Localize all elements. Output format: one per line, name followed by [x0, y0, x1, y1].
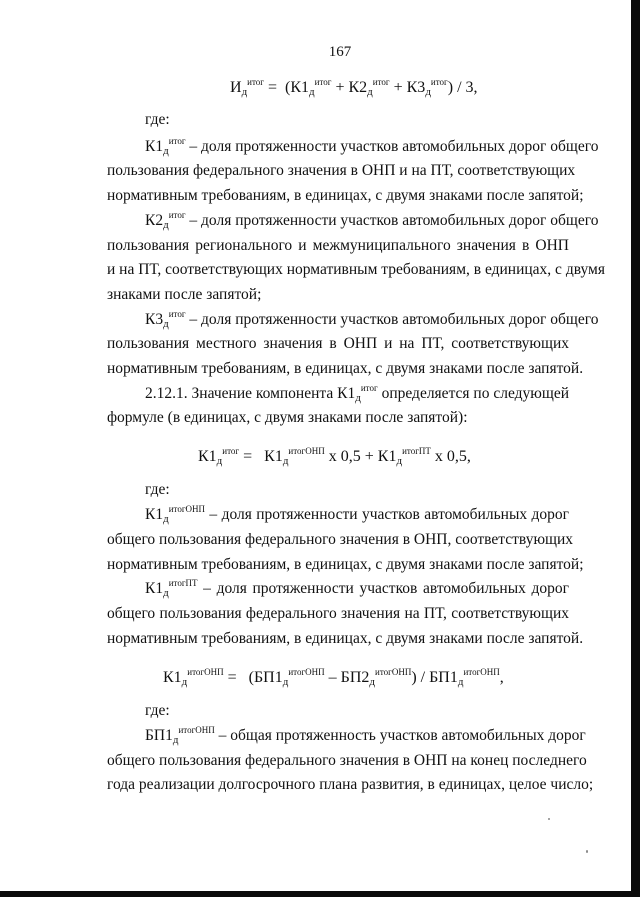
where-label-1: где:: [145, 111, 170, 128]
k3-definition-line-2: пользования местного значения в ОНП и на ПТ, соответствующих: [107, 335, 569, 352]
scan-speck: [586, 850, 588, 853]
k1onp-definition-line-1: $К1_д^{итогОНП}$ – доля протяженности участков автомобильных дорог: [145, 504, 569, 525]
k1-definition-line-3: нормативным требованиям, в единицах, с двумя знаками после запятой;: [107, 187, 584, 204]
k3-definition-line-1: $К3_д^{итог}$ – доля протяженности участков автомобильных дорог общего: [145, 309, 599, 330]
k2-definition-line-3: и на ПТ, соответствующих нормативным требованиям, в единицах, с двумя: [107, 261, 605, 278]
page-number: 167: [328, 44, 352, 60]
bp1-definition-line-2: общего пользования федерального значения в ОНП на конец последнего: [107, 752, 587, 769]
scan-border-bottom: [0, 891, 640, 897]
k1-definition-line-1: $К1_д^{итог}$ – доля протяженности участков автомобильных дорог общего: [145, 136, 599, 157]
k3-definition-line-3: нормативным требованиям, в единицах, с двумя знаками после запятой.: [107, 360, 584, 377]
k1-definition-line-2: пользования федерального значения в ОНП и на ПТ, соответствующих: [107, 162, 576, 179]
k1onp-definition-line-3: нормативным требованиям, в единицах, с двумя знаками после запятой;: [107, 556, 584, 573]
formula-k1: $К1_д^{итог} = К1_д^{итогОНП}$ х $0,5 + К1_д^{итогПТ}$ х 0,5,: [198, 446, 471, 467]
section-2121-line-2: формуле (в единицах, с двумя знаками после запятой):: [107, 409, 468, 426]
k2-definition-line-4: знаками после запятой;: [107, 286, 262, 303]
k2-definition-line-1: $К2_д^{итог}$ – доля протяженности участков автомобильных дорог общего: [145, 210, 599, 231]
scan-speck: [548, 818, 550, 820]
k1pt-definition-line-2: общего пользования федерального значения на ПТ, соответствующих: [107, 605, 569, 622]
where-label-2: где:: [145, 481, 170, 498]
bp1-definition-line-3: года реализации долгосрочного плана развития, в единицах, целое число;: [107, 776, 594, 793]
k1pt-definition-line-1: $К1_д^{итогПТ}$ – доля протяженности участков автомобильных дорог: [145, 578, 569, 599]
where-label-3: где:: [145, 702, 170, 719]
formula-k1onp: $К1_д^{итогОНП} = (БП1_д^{итогОНП} - БП2_д^{итогОНП}) / БП1_д^{итогОНП}$,: [163, 667, 504, 688]
section-2121-line-1: 2.12.1. Значение компонента $К1_д^{итог}$ определяется по следующей: [145, 383, 569, 404]
formula-main: $И_д^{итог} = (К1_д^{итог} + К2_д^{итог} + К3_д^{итог}) / 3$,: [230, 77, 478, 98]
bp1-definition-line-1: $БП1_д^{итогОНП}$ – общая протяженность участков автомобильных дорог: [145, 725, 586, 746]
k1pt-definition-line-3: нормативным требованиям, в единицах, с двумя знаками после запятой.: [107, 630, 584, 647]
scan-border-right: [631, 0, 640, 897]
k1onp-definition-line-2: общего пользования федерального значения в ОНП, соответствующих: [107, 531, 573, 548]
k2-definition-line-2: пользования регионального и межмуниципального значения в ОНП: [107, 237, 569, 254]
